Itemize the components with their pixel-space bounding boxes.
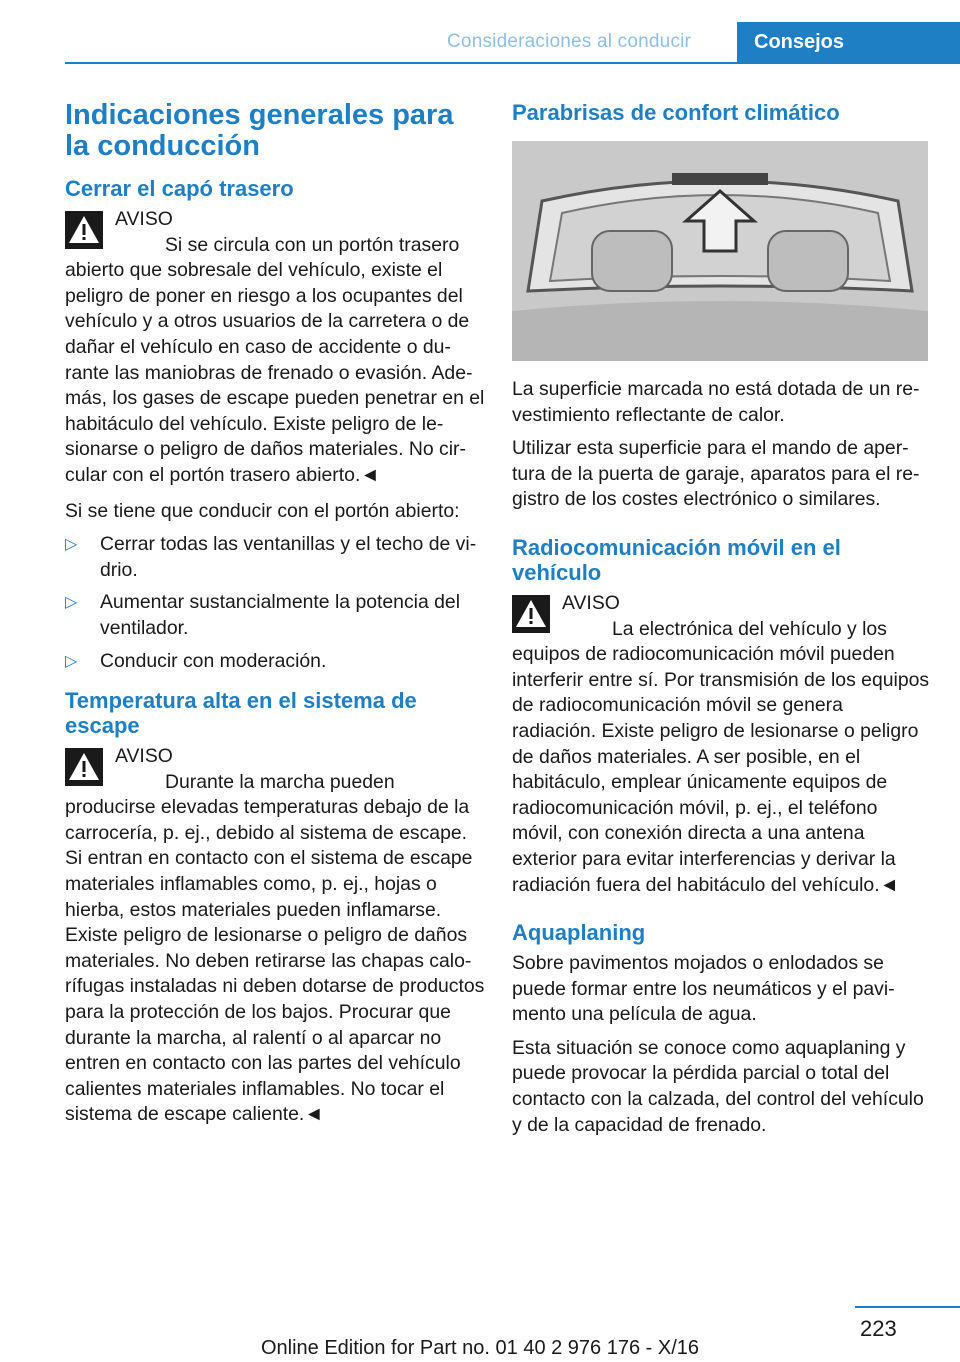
header-section-title: Consideraciones al conducir	[447, 31, 692, 52]
warning-triangle-icon	[65, 748, 103, 786]
warning-block-exhaust	[65, 744, 485, 1128]
list-item: ▷ Cerrar todas las ventanillas y el techo de vidrio.	[65, 533, 477, 581]
warning-triangle-icon	[512, 595, 550, 633]
warning-label: AVISO	[562, 591, 620, 614]
bullet-triangle-icon: ▷	[65, 536, 78, 554]
page-number: 223	[860, 1316, 897, 1341]
left-column	[65, 100, 485, 1138]
paragraph: La superficie marcada no está dotada de un revestimiento reflectante de calor.	[512, 378, 920, 426]
header-chapter-tab: Consejos	[737, 22, 960, 64]
list-item: ▷ Aumentar sustancialmente la potencia del ventilador.	[65, 591, 461, 639]
warning-triangle-icon	[65, 211, 103, 249]
warning-label: AVISO	[115, 745, 173, 768]
paragraph-intro: Si se tiene que conducir con el portón abierto:	[65, 499, 460, 522]
footer-rule	[855, 1306, 960, 1308]
warning-text: La electrónica del vehículo y los equipos de radiocomunicación móvil pueden interferir entre sí. Por transmisión de los equipos de radiocomunicación móvil se genera radiación. Existe peligro de lesionarse o peligro de daños materiales. A ser posible, en el habitáculo, emplear únicamente equipos de radiocomunicación móvil, p. ej., el teléfono móvil, con conexión directa a una antena exterior para evitar interferencias y derivar la radiación fuera del habitáculo del vehículo.◄	[512, 617, 930, 896]
footer-edition: Online Edition for Part no. 01 40 2 976 176 - X/16	[260, 1337, 700, 1359]
page-title: Indicaciones generales para la conducción	[65, 99, 454, 162]
warning-text: Durante la marcha pueden producirse elevadas temperaturas debajo de la carrocería, p. ej., debido al sistema de escape. Si entran en contacto con el sistema de escape materiales inflamables como, p. ej., hojas o hierba, estos materiales pueden inflamarse. Existe peligro de lesionarse o peligro de daños materiales. No deben retirarse las chapas calorífugas instaladas ni deben dotarse de productos para la protección de los bajos. Procurar que durante la marcha, al ralentí o al aparcar no entren en contacto con las partes del vehículo calientes materiales inflamables. No tocar el sistema de escape caliente.◄	[65, 770, 485, 1126]
warning-label: AVISO	[115, 208, 173, 230]
section-heading-exhaust: Temperatura alta en el sistema de escape	[65, 688, 417, 739]
section-heading-close-trunk: Cerrar el capó trasero	[65, 176, 294, 201]
warning-block-trunk	[65, 207, 485, 489]
section-heading-windscreen: Parabrisas de confort climático	[512, 100, 840, 125]
paragraph: Esta situación se conoce como aquaplaning y puede provocar la pérdida parcial o total del contacto con la calzada, del control del vehículo y de la capacidad de frenado.	[512, 1036, 924, 1136]
section-heading-radio: Radiocomunicación móvil en el vehículo	[512, 534, 841, 585]
warning-block-radio	[512, 591, 930, 898]
bullet-triangle-icon: ▷	[65, 652, 78, 670]
bullet-triangle-icon: ▷	[65, 594, 78, 612]
right-column	[512, 100, 930, 1146]
paragraph: Utilizar esta superficie para el mando de apertura de la puerta de garaje, aparatos para el registro de los costes electrónico o similares.	[512, 437, 920, 511]
list-item: ▷ Conducir con moderación.	[65, 649, 485, 675]
paragraph: Sobre pavimentos mojados o enlodados se puede formar entre los neumáticos y el pavimento una película de agua.	[512, 952, 895, 1026]
warning-text: Si se circula con un portón trasero abierto que sobresale del vehículo, existe el peligro de poner en riesgo a los ocupantes del vehículo y a otros usuarios de la carretera o de dañar el vehículo en caso de accidente o durante las maniobras de frenado o evasión. Además, los gases de escape pueden penetrar en el habitáculo del vehículo. Existe peligro de lesionarse o peligro de daños materiales. No circular con el portón trasero abierto.◄	[65, 233, 485, 486]
windscreen-illustration	[512, 141, 928, 361]
section-heading-aquaplaning: Aquaplaning	[512, 920, 646, 946]
bullet-list	[65, 532, 485, 674]
header-rule	[65, 62, 960, 64]
